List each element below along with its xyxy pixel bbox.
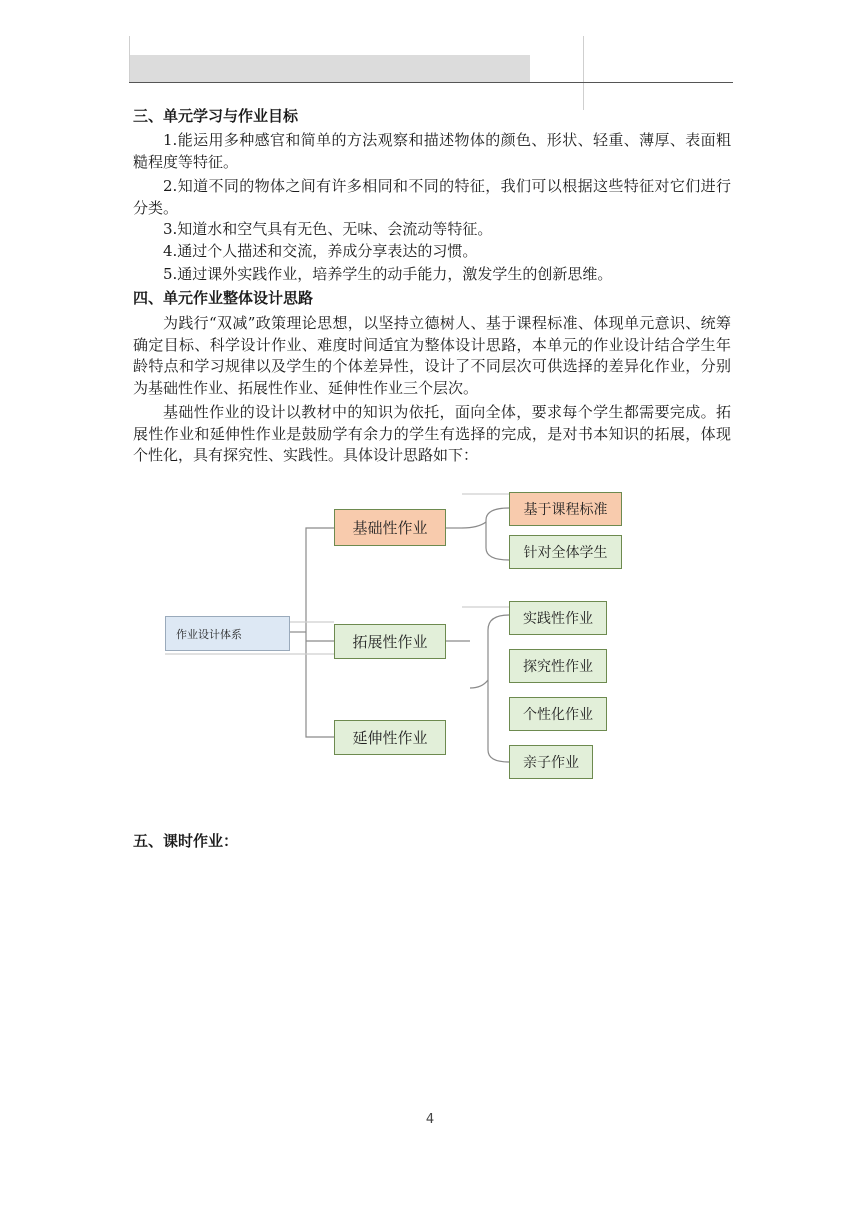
- node-inquiry-homework: 探究性作业: [509, 649, 607, 683]
- section5-heading: 五、课时作业：: [133, 832, 239, 850]
- section3-heading: 三、单元学习与作业目标: [133, 107, 299, 125]
- section3-item-1: 1.能运用多种感官和简单的方法观察和描述物体的颜色、形状、轻重、薄厚、表面粗糙程度等特征。: [133, 131, 731, 171]
- node-basic-homework: 基础性作业: [334, 509, 446, 546]
- section3-item-5: 5.通过课外实践作业，培养学生的动手能力，激发学生的创新思维。: [163, 265, 613, 283]
- section3-item-2: 2.知道不同的物体之间有许多相同和不同的特征，我们可以根据这些特征对它们进行分类。: [133, 177, 731, 217]
- node-personalized-homework: 个性化作业: [509, 697, 607, 731]
- node-practice-homework: 实践性作业: [509, 601, 607, 635]
- section3-item-3: 3.知道水和空气具有无色、无味、会流动等特征。: [163, 220, 493, 238]
- node-deepen-homework: 延伸性作业: [334, 720, 446, 755]
- node-all-students: 针对全体学生: [509, 535, 622, 569]
- node-curriculum-standard: 基于课程标准: [509, 492, 622, 526]
- node-parent-child-homework: 亲子作业: [509, 745, 593, 779]
- section4-paragraph-1: 为践行“双减”政策理论思想，以坚持立德树人、基于课程标准、体现单元意识、统筹确定目标、科学设计作业、难度时间适宜为整体设计思路，本单元的作业设计结合学生年龄特点和学习规律以及学生的个体差异性，设计了不同层次可供选择的差异化作业，分别为基础性作业、拓展性作业、延伸性作业三个层次。: [133, 314, 731, 397]
- node-extend-homework: 拓展性作业: [334, 624, 446, 659]
- diagram-root-node: 作业设计体系: [165, 616, 290, 651]
- section4-heading: 四、单元作业整体设计思路: [133, 289, 314, 307]
- page-number: 4: [425, 1112, 435, 1127]
- section3-item-4: 4.通过个人描述和交流，养成分享表达的习惯。: [163, 242, 478, 260]
- section4-paragraph-2: 基础性作业的设计以教材中的知识为依托，面向全体，要求每个学生都需要完成。拓展性作业和延伸性作业是鼓励学有余力的学生有选择的完成，是对书本知识的拓展，体现个性化，具有探究性、实践性。具体设计思路如下：: [133, 403, 731, 464]
